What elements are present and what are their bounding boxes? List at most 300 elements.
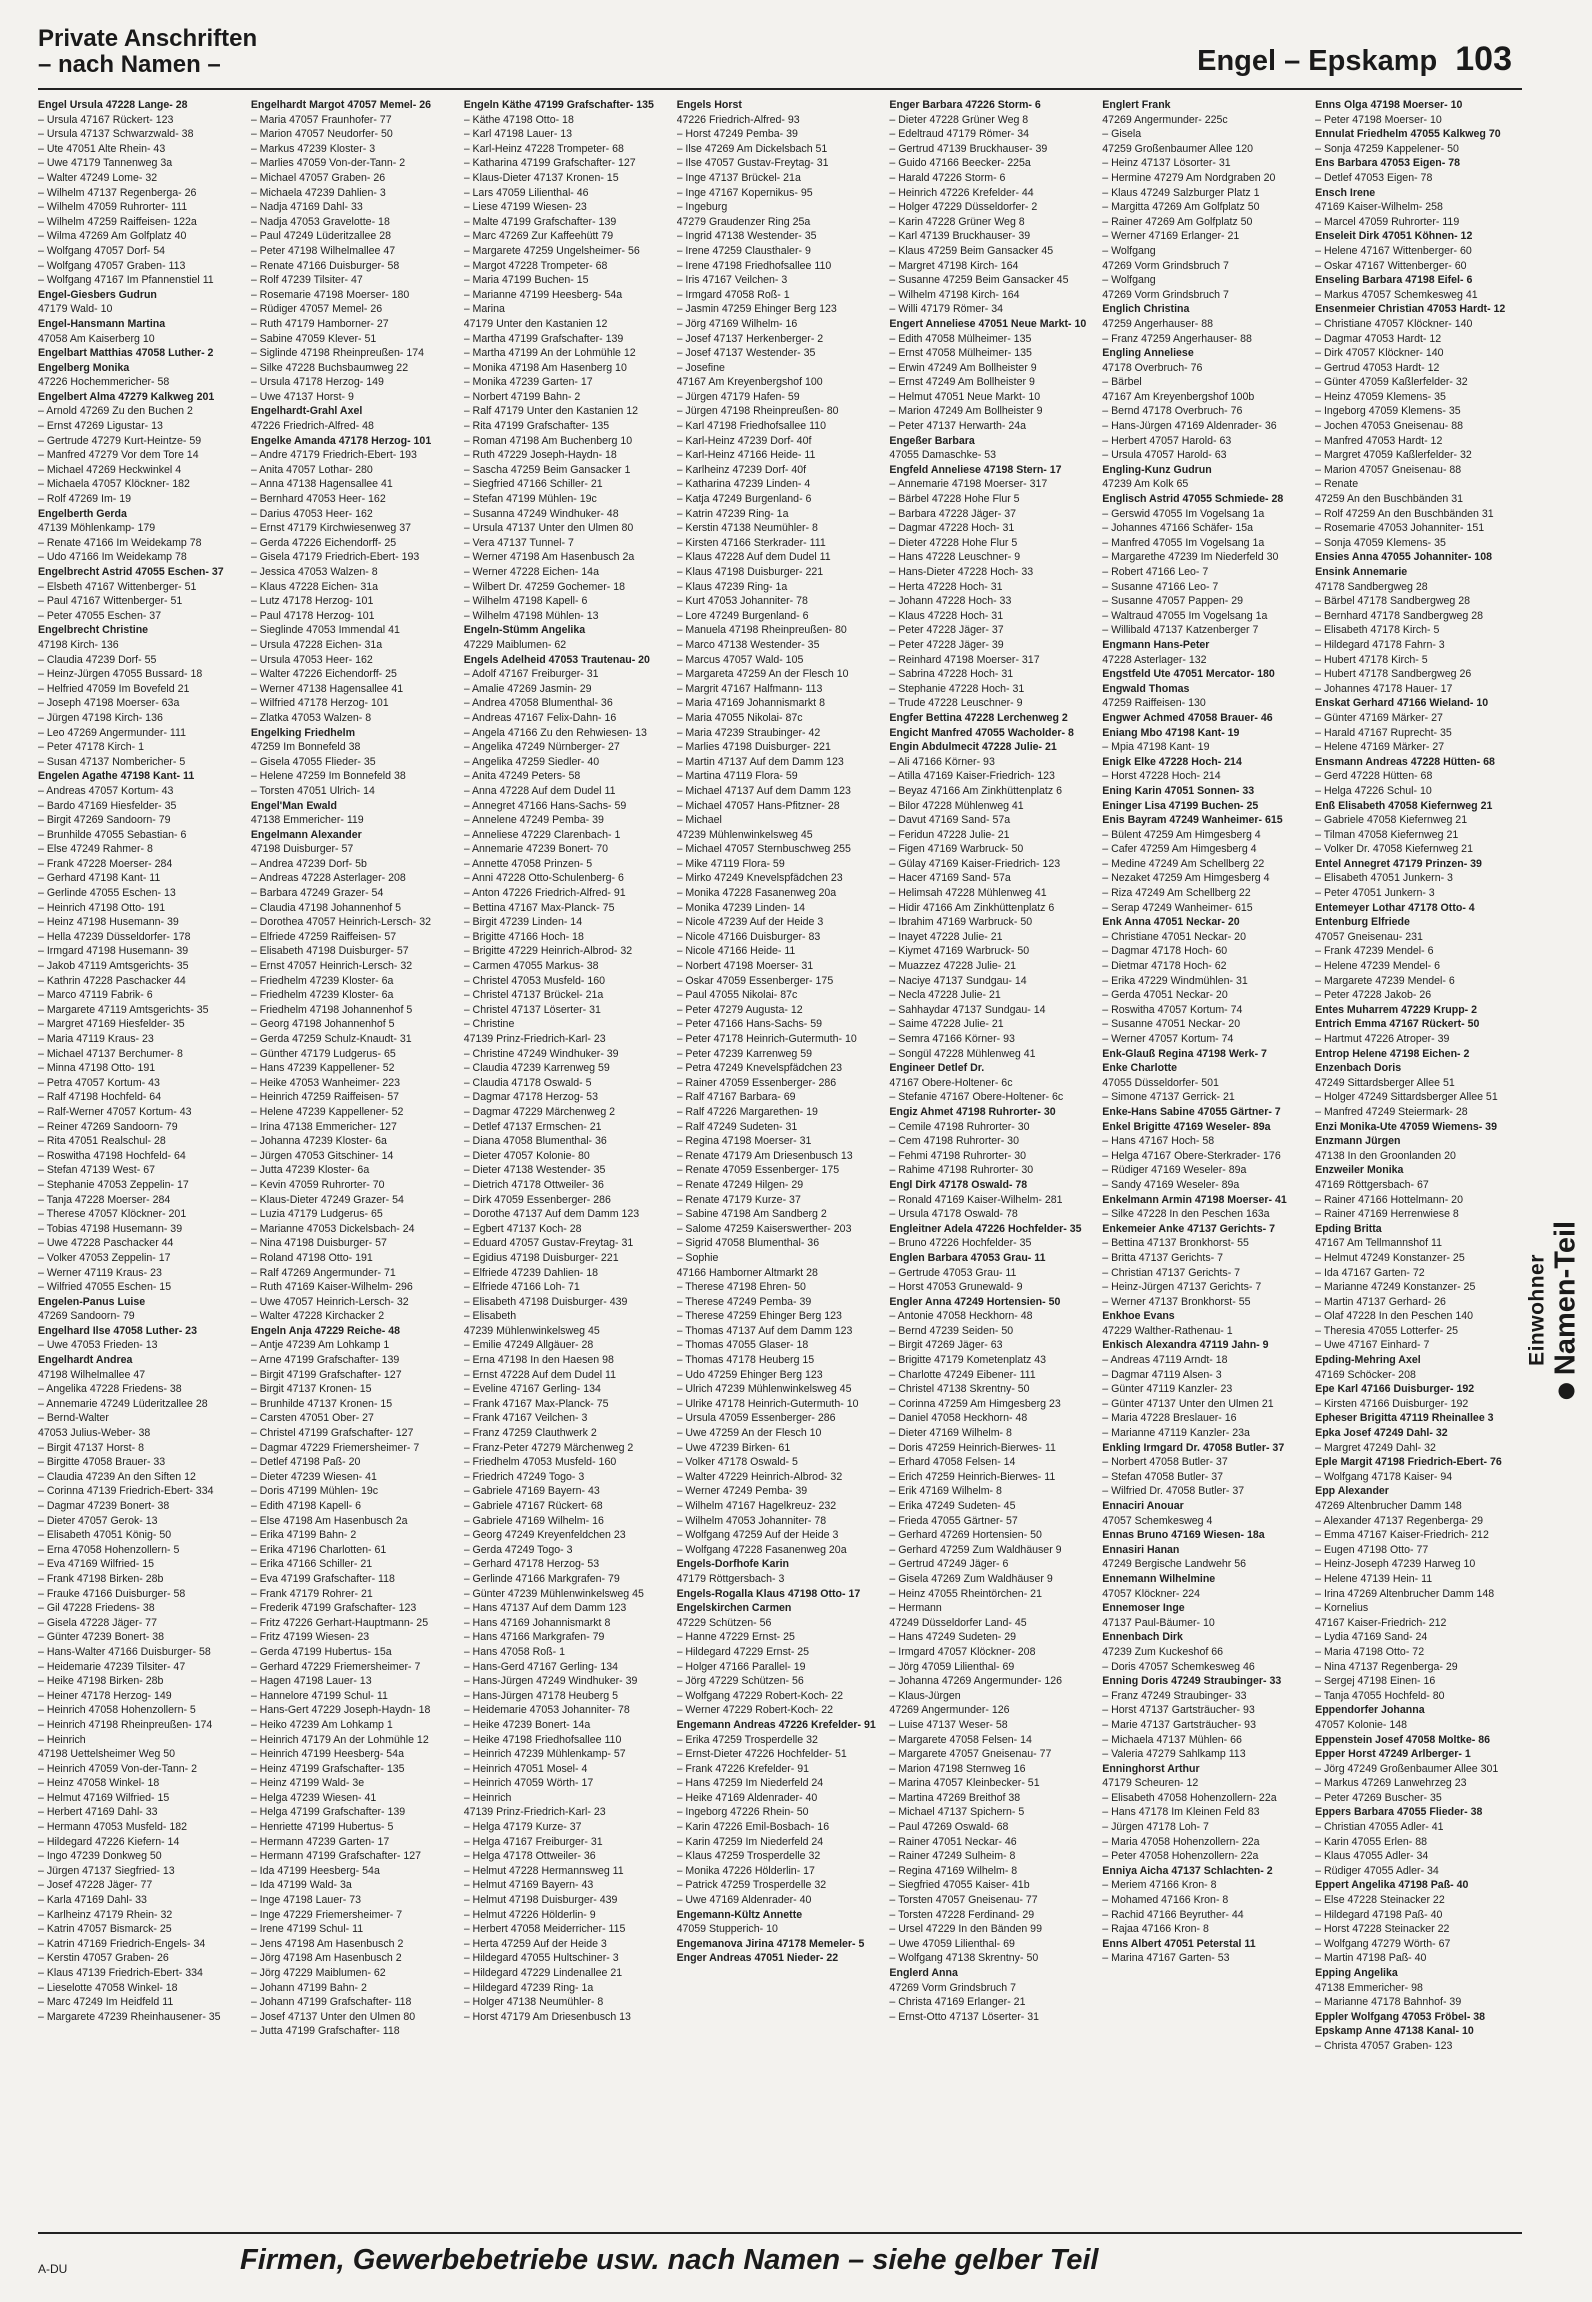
listing-entry: – Roswitha 47057 Kortum- 74 xyxy=(1102,1003,1243,1016)
surname-entry: Enniya Aicha 47137 Schlachten- 2 xyxy=(1102,1864,1273,1877)
listing-entry: – Uwe 47228 Paschacker 44 xyxy=(38,1237,174,1250)
listing-entry: – Heinz 47137 Lösorter- 31 xyxy=(1102,157,1231,170)
listing-entry: – Elfriede 47239 Dahlien- 18 xyxy=(463,1266,598,1279)
surname-entry: Ennulat Friedhelm 47055 Kalkweg 70 xyxy=(1315,128,1501,141)
listing-entry: – Martin 47198 Paß- 40 xyxy=(1315,1952,1427,1965)
listing-entry: – Rüdiger 47169 Weseler- 89a xyxy=(1102,1164,1247,1177)
footer-note: Firmen, Gewerbebetriebe usw. nach Namen – siehe gelber Teil xyxy=(240,2244,1099,2276)
listing-entry: – Christine 47249 Windhuker- 39 xyxy=(463,1047,619,1060)
listing-entry: – Herbert 47058 Meiderricher- 115 xyxy=(463,1923,626,1936)
listing-entry: – Birgit 47199 Grafschafter- 127 xyxy=(250,1368,402,1381)
listing-entry: – Hildegard 47239 Ring- 1a xyxy=(463,1981,594,1994)
listing-entry: – Frank 47179 Rohrer- 21 xyxy=(250,1587,373,1600)
listing-entry: – Annemarie 47249 Lüderitzallee 28 xyxy=(38,1397,208,1410)
listing-entry: – Jürgen 47053 Gitschiner- 14 xyxy=(250,1149,394,1162)
listing-entry: – Sigrid 47058 Blumenthal- 36 xyxy=(676,1237,820,1250)
listing-entry: – Helmut 47198 Duisburger- 439 xyxy=(463,1894,618,1907)
listing-entry: – Margot 47228 Trompeter- 68 xyxy=(463,259,608,272)
listing-entry: – Heinrich xyxy=(463,1791,512,1804)
surname-entry: Engicht Manfred 47055 Wacholder- 8 xyxy=(889,726,1074,739)
listing-entry: – Michael 47137 Spichern- 5 xyxy=(889,1806,1025,1819)
listing-entry: – Antje 47239 Am Lohkamp 1 xyxy=(250,1339,390,1352)
listing-entry: – Hubert 47178 Sandbergweg 26 xyxy=(1315,668,1472,681)
listing-entry: – Mirko 47249 Knevelspfädchen 23 xyxy=(676,872,843,885)
listing-entry: 47269 Vorm Grindsbruch 7 xyxy=(1102,259,1229,272)
listing-entry: – Marc 47249 Im Heidfeld 11 xyxy=(38,1996,174,2009)
listing-entry: 47138 Emmericher- 119 xyxy=(250,814,364,827)
listing-column xyxy=(1102,98,1305,2218)
listing-entry: – Christel 47137 Löserter- 31 xyxy=(463,1003,601,1016)
listing-entry: – Peter 47178 Kirch- 1 xyxy=(38,741,144,754)
listing-entry: – Gabriele 47058 Kiefernweg 21 xyxy=(1315,814,1468,827)
listing-entry: – Brigitte 47166 Hoch- 18 xyxy=(463,930,584,943)
listing-entry: – Sabine 47198 Am Sandberg 2 xyxy=(676,1208,827,1221)
listing-entry: – Heike 47239 Bonert- 14a xyxy=(463,1718,591,1731)
listing-entry: 47249 Düsseldorfer Land- 45 xyxy=(889,1616,1027,1629)
surname-entry: Eple Margit 47198 Friedrich-Ebert- 76 xyxy=(1315,1456,1502,1469)
surname-entry: Enskat Gerhard 47166 Wieland- 10 xyxy=(1315,697,1489,710)
listing-entry: – Siegfried 47055 Kaiser- 41b xyxy=(889,1879,1030,1892)
listing-entry: 47169 Röttgersbach- 67 xyxy=(1315,1178,1429,1191)
listing-entry: – Käthe 47198 Otto- 18 xyxy=(463,113,574,126)
surname-entry: Eppler Wolfgang 47053 Fröbel- 38 xyxy=(1315,2010,1486,2023)
listing-entry: – Ruth 47179 Hamborner- 27 xyxy=(250,317,389,330)
listing-entry: – Ursula 47137 Unter den Ulmen 80 xyxy=(463,522,634,535)
listing-entry: – Dieter 47057 Kolonie- 80 xyxy=(463,1149,590,1162)
listing-entry: – Peter 47058 Hohenzollern- 22a xyxy=(1102,1850,1259,1863)
listing-entry: – Wolfgang 47057 Dorf- 54 xyxy=(38,244,166,257)
listing-entry: – Sonja 47259 Kappelener- 50 xyxy=(1315,142,1459,155)
listing-entry: – Eveline 47167 Gerling- 134 xyxy=(463,1383,601,1396)
listing-entry: – Marianne 47249 Konstanzer- 25 xyxy=(1315,1281,1476,1294)
listing-entry: – Dorothe 47137 Auf dem Damm 123 xyxy=(463,1208,640,1221)
listing-entry: – Uwe 47179 Tannenweg 3a xyxy=(38,157,173,170)
listing-entry: – Elisabeth 47051 König- 50 xyxy=(38,1529,172,1542)
listing-entry: 47139 Möhlenkamp- 179 xyxy=(38,522,156,535)
surname-entry: Enk Anna 47051 Neckar- 20 xyxy=(1102,916,1240,929)
listing-entry: – Gertrud 47139 Bruckhauser- 39 xyxy=(889,142,1048,155)
listing-entry: – Serap 47249 Wanheimer- 615 xyxy=(1102,901,1253,914)
listing-entry: – Hans 47228 Leuschner- 9 xyxy=(889,551,1021,564)
listing-entry: – Christian 47137 Gerichts- 7 xyxy=(1102,1266,1241,1279)
listing-entry: – Nicole 47239 Auf der Heide 3 xyxy=(676,916,824,929)
listing-entry: – Heike 47198 Birken- 28b xyxy=(38,1675,164,1688)
listing-entry: – Sophie xyxy=(676,1251,719,1264)
listing-entry: – Petra 47249 Knevelspfädchen 23 xyxy=(676,1062,843,1075)
listing-entry: – Jörg 47059 Lilienthal- 69 xyxy=(889,1660,1015,1673)
surname-entry: Entel Annegret 47179 Prinzen- 39 xyxy=(1315,857,1482,870)
listing-entry: – Detlef 47137 Ermschen- 21 xyxy=(463,1120,602,1133)
listing-entry: – Wilhelm 47198 Kirch- 164 xyxy=(889,288,1020,301)
listing-entry: – Edith 47058 Mülheimer- 135 xyxy=(889,332,1032,345)
listing-entry: – Ernst-Otto 47137 Löserter- 31 xyxy=(889,2010,1039,2023)
listing-entry: – Else 47198 Am Hasenbusch 2a xyxy=(250,1514,408,1527)
listing-entry: – Josef 47228 Jäger- 77 xyxy=(38,1879,153,1892)
surname-entry: Engeßer Barbara xyxy=(889,434,975,447)
listing-entry: – Davut 47169 Sand- 57a xyxy=(889,814,1011,827)
surname-entry: Epp Alexander xyxy=(1315,1485,1389,1498)
listing-entry: – Marc 47269 Zur Kaffeehütt 79 xyxy=(463,230,614,243)
listing-entry: 47169 Schöcker- 208 xyxy=(1315,1368,1416,1381)
listing-entry: – Frieda 47055 Gärtner- 57 xyxy=(889,1514,1018,1527)
listing-entry: – Diana 47058 Blumenthal- 36 xyxy=(463,1135,607,1148)
surname-entry: Epper Horst 47249 Arlberger- 1 xyxy=(1315,1748,1471,1761)
listing-entry: – Martha 47199 An der Lohmühle 12 xyxy=(463,347,636,360)
listing-entry: – Uwe 47059 Lilienthal- 69 xyxy=(889,1937,1015,1950)
listing-entry: 47178 Overbruch- 76 xyxy=(1102,361,1203,374)
listing-entry: – Maria 47055 Nikolai- 87c xyxy=(676,711,803,724)
listing-entry: – Jasmin 47259 Ehinger Berg 123 xyxy=(676,303,837,316)
listing-entry: – Sandy 47169 Weseler- 89a xyxy=(1102,1178,1240,1191)
surname-entry: Engling Anneliese xyxy=(1102,347,1194,360)
listing-entry: – Leo 47269 Angermunder- 111 xyxy=(38,726,187,739)
listing-entry: – Ursula 47057 Harold- 63 xyxy=(1102,449,1227,462)
listing-entry: – Katharina 47199 Grafschafter- 127 xyxy=(463,157,636,170)
listing-entry: – Gabriele 47169 Bayern- 43 xyxy=(463,1485,600,1498)
listing-entry: – Rolf 47259 An den Buschbänden 31 xyxy=(1315,507,1494,520)
listing-entry: – Bernd 47239 Seiden- 50 xyxy=(889,1324,1014,1337)
surname-entry: Enis Bayram 47249 Wanheimer- 615 xyxy=(1102,814,1283,827)
surname-entry: Entemeyer Lothar 47178 Otto- 4 xyxy=(1315,901,1475,914)
listing-entry: – Erika 47196 Charlotten- 61 xyxy=(250,1543,387,1556)
listing-entry: – Sascha 47259 Beim Gansacker 1 xyxy=(463,463,631,476)
listing-entry: – Karl-Heinz 47228 Trompeter- 68 xyxy=(463,142,624,155)
listing-entry: – Guido 47166 Beecker- 225a xyxy=(889,157,1031,170)
listing-entry: – Dagmar 47053 Hardt- 12 xyxy=(1315,332,1442,345)
surname-entry: Engineer Detlef Dr. xyxy=(889,1062,985,1075)
surname-entry: Englerd Anna xyxy=(889,1967,958,1979)
listing-entry: – Heidemarie 47053 Johanniter- 78 xyxy=(463,1704,630,1717)
listing-entry: – Bilor 47228 Mühlenweg 41 xyxy=(889,799,1024,812)
listing-entry: – Birgit 47269 Jäger- 63 xyxy=(889,1339,1003,1352)
surname-entry: Entenburg Elfriede xyxy=(1315,916,1410,929)
listing-entry: – Ida 47199 Wald- 3a xyxy=(250,1879,352,1892)
listing-entry: – Helene 47239 Mendel- 6 xyxy=(1315,960,1440,973)
surname-entry: Enninghorst Arthur xyxy=(1102,1762,1200,1775)
side-tab-small-label: Einwohner xyxy=(1525,1254,1549,1366)
listing-entry: – Helmut 47051 Neue Markt- 10 xyxy=(889,390,1041,403)
listing-entry: – Kerstin 47057 Graben- 26 xyxy=(38,1952,169,1965)
listing-entry: – Lars 47059 Lilienthal- 46 xyxy=(463,186,589,199)
listing-entry: – Annegret 47166 Hans-Sachs- 59 xyxy=(463,799,627,812)
listing-entry: – Rüdiger 47055 Adler- 34 xyxy=(1315,1864,1439,1877)
listing-entry: – Ingeborg 47226 Rhein- 50 xyxy=(676,1806,809,1819)
surname-entry: Engel-Hansmann Martina xyxy=(38,317,166,330)
section-title xyxy=(38,26,257,78)
listing-entry: 47249 Bergische Landwehr 56 xyxy=(1102,1558,1246,1571)
surname-entry: Englisch Astrid 47055 Schmiede- 28 xyxy=(1102,493,1284,506)
listing-entry: – Hidir 47166 Am Zinkhüttenplatz 6 xyxy=(889,901,1055,914)
listing-entry: – Anton 47226 Friedrich-Alfred- 91 xyxy=(463,887,626,900)
listing-entry: – Hermann xyxy=(889,1602,942,1615)
surname-entry: Ennasiri Hanan xyxy=(1102,1543,1180,1556)
surname-entry: Epskamp Anne 47138 Kanal- 10 xyxy=(1315,2025,1474,2038)
listing-entry: – Barbara 47228 Jäger- 37 xyxy=(889,507,1017,520)
listing-entry: – Nadja 47169 Dahl- 33 xyxy=(250,201,363,214)
listing-entry: – Liese 47199 Wiesen- 23 xyxy=(463,201,587,214)
surname-entry: Enkelmann Armin 47198 Moerser- 41 xyxy=(1102,1193,1287,1206)
listing-entry: – Hans 47239 Kappellener- 52 xyxy=(250,1062,395,1075)
listing-entry: – Frank 47167 Max-Planck- 75 xyxy=(463,1397,609,1410)
listing-entry: – Karin 47259 Im Niederfeld 24 xyxy=(676,1835,824,1848)
listing-entry: 47139 Prinz-Friedrich-Karl- 23 xyxy=(463,1806,606,1819)
listing-entry: – Corinna 47259 Am Himgesberg 23 xyxy=(889,1397,1061,1410)
listing-entry: – Jürgen 47178 Loh- 7 xyxy=(1102,1821,1209,1834)
listing-entry: – Stefanie 47167 Obere-Holtener- 6c xyxy=(889,1091,1064,1104)
listing-entry: – Markus 47269 Lanwehrzeg 23 xyxy=(1315,1777,1467,1790)
surname-entry: Enkisch Alexandra 47119 Jahn- 9 xyxy=(1102,1339,1269,1352)
listing-entry: – Wolfgang 47138 Skrentny- 50 xyxy=(889,1952,1039,1965)
listing-entry: – Henriette 47199 Hubertus- 5 xyxy=(250,1821,394,1834)
listing-entry: – Rosemarie 47053 Johanniter- 151 xyxy=(1315,522,1485,535)
listing-entry: – Amalie 47269 Jasmin- 29 xyxy=(463,682,592,695)
listing-entry: – Eva 47169 Wilfried- 15 xyxy=(38,1558,155,1571)
listing-entry: – Klaus 47259 Beim Gansacker 45 xyxy=(889,244,1054,257)
surname-entry: Engel Ursula 47228 Lange- 28 xyxy=(38,99,188,111)
listing-entry: – Susanne 47051 Neckar- 20 xyxy=(1102,1018,1241,1031)
listing-entry: – Andrea 47058 Blumenthal- 36 xyxy=(463,697,613,710)
listing-entry: – Rita 47051 Realschul- 28 xyxy=(38,1135,166,1148)
listing-entry: – Michaela 47057 Klöckner- 182 xyxy=(38,478,190,491)
listing-entry: – Gerda 47051 Neckar- 20 xyxy=(1102,989,1228,1002)
listing-entry: – Dieter 47239 Wiesen- 41 xyxy=(250,1470,377,1483)
listing-entry: – Sergej 47198 Einen- 16 xyxy=(1315,1675,1436,1688)
listing-entry: – Erna 47198 In den Haesen 98 xyxy=(463,1354,614,1367)
listing-entry: 47226 Friedrich-Alfred- 93 xyxy=(676,113,800,126)
listing-entry: – Klaus 47198 Duisburger- 221 xyxy=(676,566,824,578)
listing-entry: – Andreas 47119 Arndt- 18 xyxy=(1102,1354,1228,1367)
listing-entry: – Meriem 47166 Kron- 8 xyxy=(1102,1879,1217,1892)
listing-entry: 47269 Sandoorn- 79 xyxy=(38,1310,135,1323)
surname-entry: Enger Andreas 47051 Nieder- 22 xyxy=(676,1952,839,1965)
listing-entry: – Ulrike 47178 Heinrich-Gutermuth- 10 xyxy=(676,1397,859,1410)
surname-entry: Engeln Anja 47229 Reiche- 48 xyxy=(250,1324,401,1337)
listing-entry: – Michael 47137 Auf dem Damm 123 xyxy=(676,784,851,797)
listing-entry: – Theresia 47055 Lotterfer- 25 xyxy=(1315,1324,1459,1337)
surname-entry: Engemanova Jirina 47178 Memeler- 5 xyxy=(676,1937,865,1950)
listing-entry: – Birgit 47137 Horst- 8 xyxy=(38,1441,144,1454)
listing-entry: – Christiane 47051 Neckar- 20 xyxy=(1102,930,1246,943)
listing-entry: – Manfred 47053 Hardt- 12 xyxy=(1315,434,1443,447)
listing-entry: – Wolfgang 47057 Graben- 113 xyxy=(38,259,186,272)
listing-entry: – Klaus-Dieter 47137 Kronen- 15 xyxy=(463,171,619,184)
listing-entry: – Margret 47169 Hiesfelder- 35 xyxy=(38,1018,185,1031)
listing-entry: – Horst 47228 Steinacker 22 xyxy=(1315,1923,1450,1936)
surname-entry: Epding-Mehring Axel xyxy=(1315,1354,1421,1367)
footer-code: A-DU xyxy=(38,2262,68,2276)
listing-entry: – Heinz 47199 Wald- 3e xyxy=(250,1777,365,1790)
listing-entry: – Karin 47228 Grüner Weg 8 xyxy=(889,215,1025,228)
listing-entry: – Ralf 47179 Unter den Kastanien 12 xyxy=(463,405,639,418)
listing-entry: – Margrit 47167 Halfmann- 113 xyxy=(676,682,823,695)
listing-entry: – Heinz 47058 Winkel- 18 xyxy=(38,1777,160,1790)
listing-entry: – Uwe 47167 Einhard- 7 xyxy=(1315,1339,1430,1352)
listing-entry: – Uwe 47239 Birken- 61 xyxy=(676,1441,791,1454)
listing-entry: – Klaus-Jürgen xyxy=(889,1689,961,1702)
listing-entry: – Harald 47167 Ruprecht- 35 xyxy=(1315,726,1452,739)
listing-entry: – Ernst 47058 Mülheimer- 135 xyxy=(889,347,1032,360)
surname-entry: Engels Adelheid 47053 Trautenau- 20 xyxy=(463,653,650,666)
listing-entry: – Wilma 47269 Am Golfplatz 40 xyxy=(38,230,187,243)
surname-entry: Epka Josef 47249 Dahl- 32 xyxy=(1315,1427,1448,1440)
listing-entry: – Claudia 47239 Karrenweg 59 xyxy=(463,1062,610,1075)
listing-entry: – Hanne 47229 Ernst- 25 xyxy=(676,1631,795,1644)
listing-entry: – Johanna 47239 Kloster- 6a xyxy=(250,1135,387,1148)
listing-entry: – Peter 47198 Wilhelmallee 47 xyxy=(250,244,396,257)
listing-entry: – Rainer 47059 Essenberger- 286 xyxy=(676,1076,837,1089)
listing-entry: – Gisela xyxy=(1102,128,1142,141)
listing-entry: – Margarete 47057 Gneisenau- 77 xyxy=(889,1748,1052,1761)
listing-entry: – Michaela 47137 Mühlen- 66 xyxy=(1102,1733,1242,1746)
listing-entry: – Heinrich 47051 Mosel- 4 xyxy=(463,1762,588,1775)
listing-entry: – Rainer 47169 Herrenwiese 8 xyxy=(1315,1208,1459,1221)
listing-entry: – Holger 47166 Parallel- 19 xyxy=(676,1660,806,1673)
listing-entry: – Jürgen 47198 Kirch- 136 xyxy=(38,711,163,724)
listing-entry: – Dagmar 47229 Märchenweg 2 xyxy=(463,1105,616,1118)
surname-entry: Entes Muharrem 47229 Krupp- 2 xyxy=(1315,1003,1478,1016)
listing-entry: – Dagmar 47239 Bonert- 38 xyxy=(38,1500,170,1512)
listing-entry: – Udo 47259 Ehinger Berg 123 xyxy=(676,1368,823,1381)
listing-entry: – Marco 47119 Fabrik- 6 xyxy=(38,989,153,1002)
listing-entry: – Renate 47249 Hilgen- 29 xyxy=(676,1178,804,1191)
listing-entry: – Hermann 47199 Grafschafter- 127 xyxy=(250,1850,422,1863)
listing-entry: – Bärbel xyxy=(1102,376,1142,389)
listing-entry: – Dagmar 47119 Alsen- 3 xyxy=(1102,1368,1222,1381)
listing-entry: – Helmut 47169 Bayern- 43 xyxy=(463,1879,594,1892)
listing-entry: – Georg 47198 Johannenhof 5 xyxy=(250,1018,395,1031)
listing-entry: – Rainer 47051 Neckar- 46 xyxy=(889,1835,1017,1848)
surname-entry: Entrich Emma 47167 Rückert- 50 xyxy=(1315,1018,1480,1031)
surname-entry: Engemann Andreas 47226 Krefelder- 91 xyxy=(676,1718,876,1731)
listing-entry: – Werner 47137 Bronkhorst- 55 xyxy=(1102,1295,1251,1308)
listing-entry: – Irene 47259 Clausthaler- 9 xyxy=(676,244,811,257)
listing-entry: – Inge 47167 Kopernikus- 95 xyxy=(676,186,813,199)
listing-entry: – Therese 47259 Ehinger Berg 123 xyxy=(676,1310,842,1323)
listing-entry: – Klaus-Dieter 47249 Grazer- 54 xyxy=(250,1193,404,1206)
listing-entry: – Kathrin 47228 Paschacker 44 xyxy=(38,974,186,987)
listing-entry: – Werner 47228 Eichen- 14a xyxy=(463,566,599,578)
surname-entry: Engelen Agathe 47198 Kant- 11 xyxy=(38,770,195,783)
listing-entry: – Friedhelm 47239 Kloster- 6a xyxy=(250,974,394,987)
listing-entry: – Margarete 47239 Mendel- 6 xyxy=(1315,974,1455,987)
surname-entry: Enning Doris 47249 Straubinger- 33 xyxy=(1102,1675,1282,1688)
listing-entry: – Helga 47226 Schul- 10 xyxy=(1315,784,1432,797)
listing-entry: – Heinz 47055 Rheintörchen- 21 xyxy=(889,1587,1042,1600)
listing-entry: – Egbert 47137 Koch- 28 xyxy=(463,1222,582,1235)
listing-entry: – Josef 47137 Westender- 35 xyxy=(676,347,816,360)
listing-entry: – Holger 47229 Düsseldorfer- 2 xyxy=(889,201,1038,214)
listing-entry: – Lydia 47169 Sand- 24 xyxy=(1315,1631,1428,1644)
listing-entry: – Irene 47199 Schul- 11 xyxy=(250,1923,364,1936)
listing-entry: – Irmgard 47057 Klöckner- 208 xyxy=(889,1645,1036,1658)
listing-entry: – Trude 47228 Leuschner- 9 xyxy=(889,697,1023,710)
listing-entry: – Peter 47239 Karrenweg 59 xyxy=(676,1047,813,1060)
listing-column xyxy=(251,98,454,2218)
listing-entry: – Peter 47166 Hans-Sachs- 59 xyxy=(676,1018,823,1031)
listing-entry: – Olaf 47228 In den Peschen 140 xyxy=(1315,1310,1473,1323)
listing-entry: – Uwe 47137 Horst- 9 xyxy=(250,390,354,403)
listing-entry: 47167 Am Tellmannshof 11 xyxy=(1315,1237,1442,1250)
listing-entry: – Monika 47198 Am Hasenberg 10 xyxy=(463,361,627,374)
listing-entry: – Erika 47229 Windmühlen- 31 xyxy=(1102,974,1248,987)
surname-entry: Engelhard Ilse 47058 Luther- 23 xyxy=(38,1324,197,1337)
listing-entry: – Ilse 47057 Gustav-Freytag- 31 xyxy=(676,157,829,170)
listing-entry: – Ralf 47226 Margarethen- 19 xyxy=(676,1105,818,1118)
surname-entry: Engel-Giesbers Gudrun xyxy=(38,288,157,301)
listing-entry: – Wilhelm 47198 Mühlen- 13 xyxy=(463,609,599,622)
listing-entry: – Hildegard 47226 Kiefern- 14 xyxy=(38,1835,180,1848)
listing-entry: – Susanne 47259 Beim Gansacker 45 xyxy=(889,274,1069,287)
listing-entry: – Elisabeth 47058 Hohenzollern- 22a xyxy=(1102,1791,1277,1804)
listing-entry: 47167 Kaiser-Friedrich- 212 xyxy=(1315,1616,1447,1629)
listing-entry: – Sabine 47059 Klever- 51 xyxy=(250,332,377,345)
listing-entry: – Nicole 47166 Duisburger- 83 xyxy=(676,930,821,943)
surname-entry: Engwald Thomas xyxy=(1102,682,1190,695)
listing-entry: – Naciye 47137 Sundgau- 14 xyxy=(889,974,1027,987)
listing-entry: – Ernst 47179 Kirchwiesenweg 37 xyxy=(250,522,412,535)
listing-entry: 47179 Scheuren- 12 xyxy=(1102,1777,1199,1790)
listing-entry: – Elisabeth 47198 Duisburger- 439 xyxy=(463,1295,628,1308)
listing-entry: – Günther 47179 Ludgerus- 65 xyxy=(250,1047,396,1060)
listing-entry: – Manfred 47055 Im Vogelsang 1a xyxy=(1102,536,1265,549)
listing-entry: – Ernst 47057 Heinrich-Lersch- 32 xyxy=(250,960,413,973)
listing-entry: – Bernhard 47178 Sandbergweg 28 xyxy=(1315,609,1484,622)
listing-entry: – Hermann 47053 Musfeld- 182 xyxy=(38,1821,187,1834)
listing-entry: – Angelika 47259 Siedler- 40 xyxy=(463,755,600,768)
listing-entry: – Ingo 47239 Donkweg 50 xyxy=(38,1850,162,1863)
listing-entry: 47179 Unter den Kastanien 12 xyxy=(463,317,608,330)
listing-entry: – Martin 47137 Gerhard- 26 xyxy=(1315,1295,1446,1308)
listing-entry: – Bernd-Walter xyxy=(38,1412,109,1425)
listing-entry: – Marion 47249 Am Bollheister 9 xyxy=(889,405,1043,418)
listing-entry: – Margitta 47269 Am Golfplatz 50 xyxy=(1102,201,1260,214)
listing-entry: – Irina 47138 Emmericher- 127 xyxy=(250,1120,397,1133)
listing-entry: – Helene 47169 Märker- 27 xyxy=(1315,741,1445,754)
listing-entry: – Erwin 47249 Am Bollheister 9 xyxy=(889,361,1037,374)
listing-entry: 47259 An den Buschbänden 31 xyxy=(1315,493,1463,506)
listing-entry: – Helga 47167 Freiburger- 31 xyxy=(463,1835,603,1848)
listing-entry: – Gil 47228 Friedens- 38 xyxy=(38,1602,155,1615)
listing-entry: – Rainer 47249 Sulheim- 8 xyxy=(889,1850,1016,1863)
listing-entry: – Anna 47138 Hagensallee 41 xyxy=(250,478,393,491)
listing-entry: – Hagen 47198 Lauer- 13 xyxy=(250,1675,372,1688)
listing-entry: – Christiane 47057 Klöckner- 140 xyxy=(1315,317,1473,330)
listing-column xyxy=(464,98,667,2218)
listing-entry: – Waltraud 47055 Im Vogelsang 1a xyxy=(1102,609,1268,622)
listing-entry: – Ute 47051 Alte Rhein- 43 xyxy=(38,142,166,155)
listing-entry: – Angela 47166 Zu den Rehwiesen- 13 xyxy=(463,726,647,739)
surname-entry: Engler Anna 47249 Hortensien- 50 xyxy=(889,1295,1061,1308)
listing-entry: – Heinrich 47199 Heesberg- 54a xyxy=(250,1748,404,1761)
surname-entry: Ennemann Wilhelmine xyxy=(1102,1572,1216,1585)
surname-entry: Engelmann Alexander xyxy=(250,828,362,841)
listing-entry: – Manfred 47249 Steiermark- 28 xyxy=(1315,1105,1468,1118)
listing-entry: – Hubert 47178 Kirch- 5 xyxy=(1315,653,1428,666)
listing-entry: – Kirsten 47166 Duisburger- 192 xyxy=(1315,1397,1469,1410)
surname-entry: Engelbrecht Astrid 47055 Eschen- 37 xyxy=(38,566,224,578)
listing-entry: – Helmut 47226 Hölderlin- 9 xyxy=(463,1908,596,1921)
listing-entry: 47179 Röttgersbach- 3 xyxy=(676,1572,785,1585)
surname-entry: Eppers Barbara 47055 Flieder- 38 xyxy=(1315,1806,1483,1819)
listing-entry: – Uwe 47053 Frieden- 13 xyxy=(38,1339,158,1352)
listing-entry: 47057 Gneisenau- 231 xyxy=(1315,930,1423,943)
listing-entry: – Werner 47249 Pemba- 39 xyxy=(676,1485,808,1498)
listing-entry: – Karl 47139 Bruckhauser- 39 xyxy=(889,230,1031,243)
listing-entry: – Helga 47179 Kurze- 37 xyxy=(463,1821,582,1834)
surname-entry: Ensink Annemarie xyxy=(1315,566,1408,578)
listing-entry: – Hella 47239 Düsseldorfer- 178 xyxy=(38,930,191,943)
surname-entry: Epping Angelika xyxy=(1315,1967,1398,1979)
